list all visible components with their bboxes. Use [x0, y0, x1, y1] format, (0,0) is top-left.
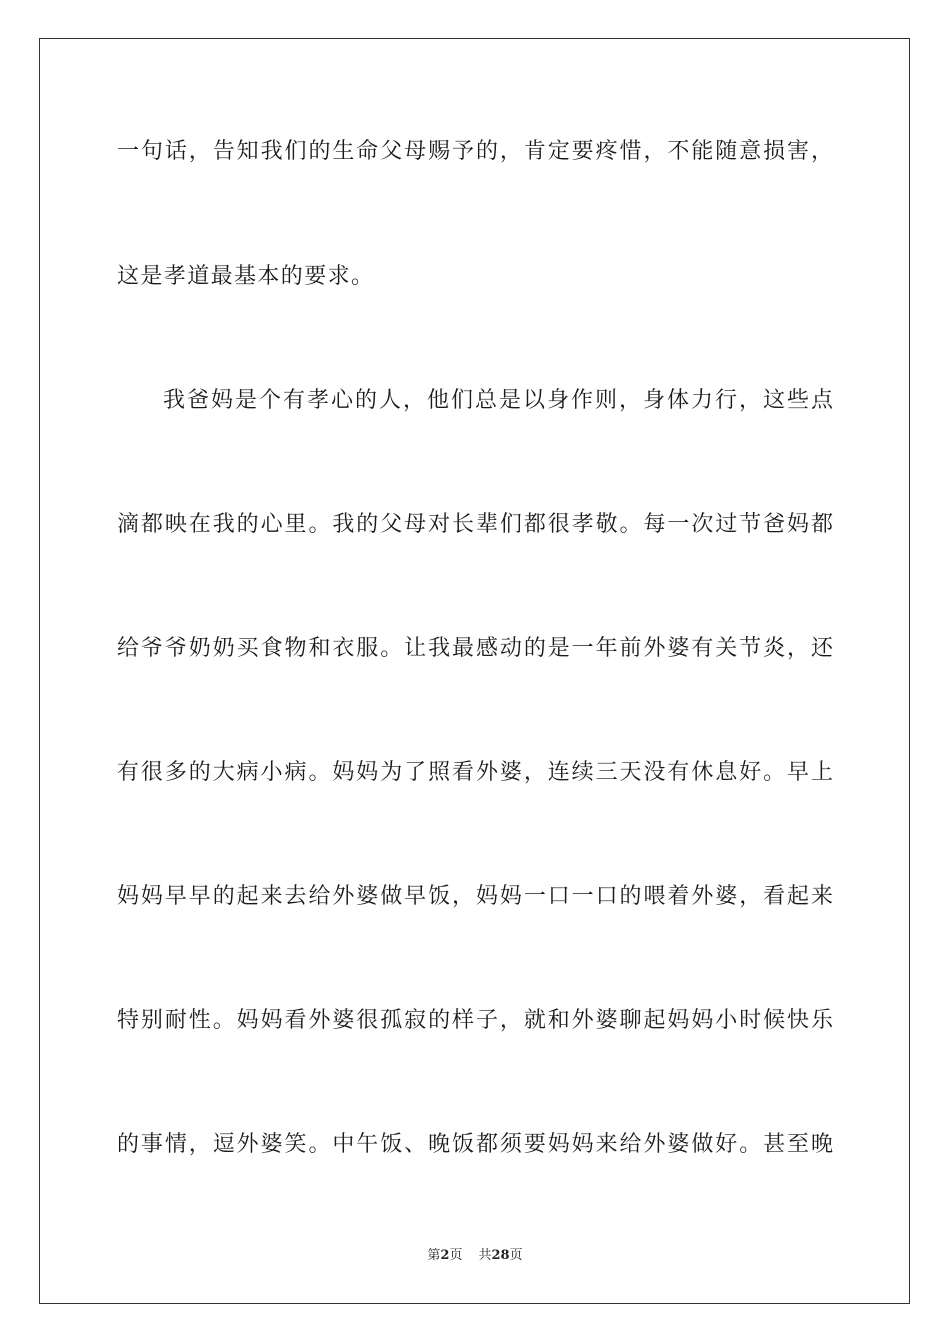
paragraph-line: 一句话，告知我们的生命父母赐予的，肯定要疼惜，不能随意损害， — [117, 139, 833, 164]
paragraph-line: 的事情，逗外婆笑。中午饭、晚饭都须要妈妈来给外婆做好。甚至晚 — [117, 1132, 833, 1157]
page-total: 28 — [491, 1248, 510, 1263]
page-footer — [0, 1247, 950, 1265]
page-prefix: 第 — [427, 1248, 441, 1263]
paragraph-line: 有很多的大病小病。妈妈为了照看外婆，连续三天没有休息好。早上 — [117, 760, 833, 785]
paragraph-line: 我爸妈是个有孝心的人，他们总是以身作则，身体力行，这些点 — [163, 388, 833, 413]
page-suffix: 页 — [449, 1248, 463, 1263]
page-frame — [39, 38, 910, 1304]
paragraph-line: 妈妈早早的起来去给外婆做早饭，妈妈一口一口的喂着外婆，看起来 — [117, 884, 833, 909]
paragraph-line: 给爷爷奶奶买食物和衣服。让我最感动的是一年前外婆有关节炎，还 — [117, 636, 833, 661]
total-suffix: 页 — [509, 1248, 523, 1263]
page-current: 2 — [440, 1248, 450, 1263]
paragraph-line: 这是孝道最基本的要求。 — [117, 264, 375, 289]
paragraph-line: 滴都映在我的心里。我的父母对长辈们都很孝敬。每一次过节爸妈都 — [117, 512, 833, 537]
paragraph-line: 特别耐性。妈妈看外婆很孤寂的样子，就和外婆聊起妈妈小时候快乐 — [117, 1008, 833, 1033]
total-prefix: 共 — [478, 1248, 492, 1263]
